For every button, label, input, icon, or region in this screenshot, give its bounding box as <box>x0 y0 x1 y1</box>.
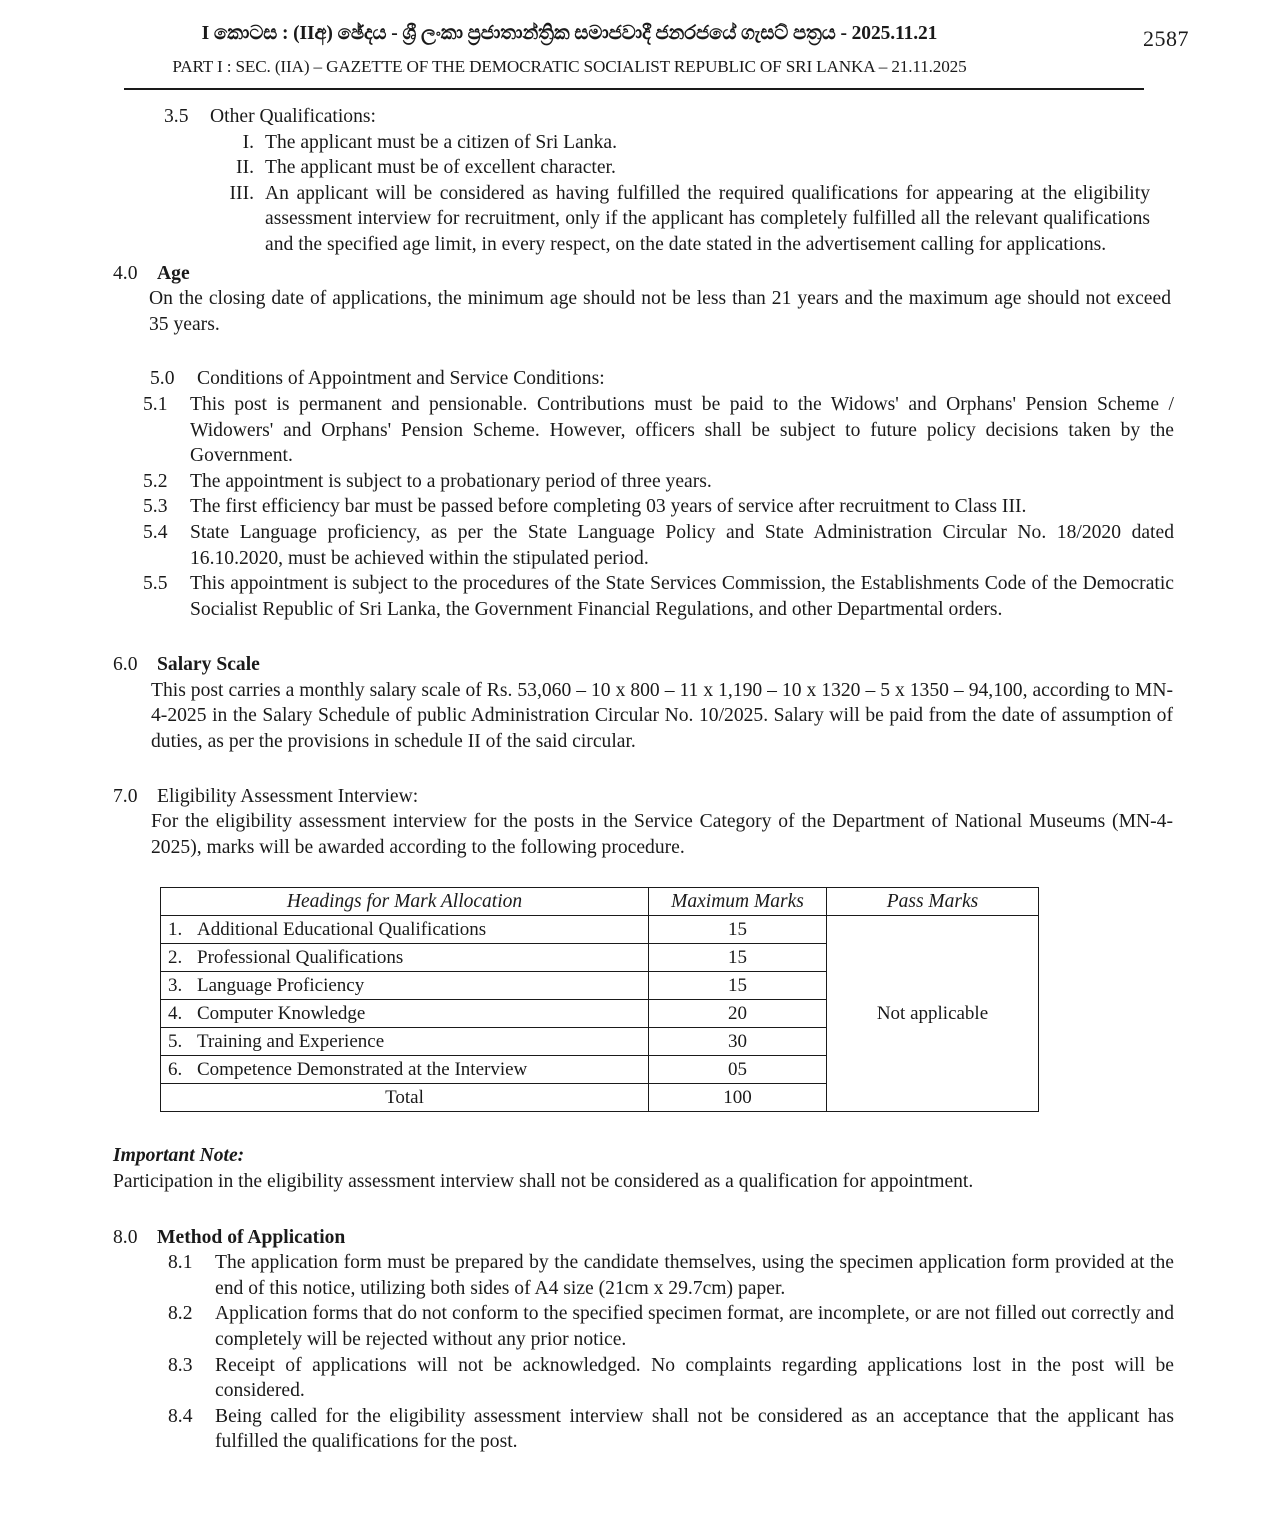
section-5-subitems <box>143 392 1174 622</box>
list-item-text: Being called for the eligibility assessment interview shall not be considered as an acceptance that the applicant has fulfilled the qualifications for the post. <box>215 1405 1174 1453</box>
important-note <box>113 1143 1173 1194</box>
list-item <box>168 1404 1174 1455</box>
total-maximum-marks: 100 <box>649 1084 827 1112</box>
section-8-0-number: 8.0 <box>113 1226 138 1248</box>
list-item-text: An applicant will be considered as having fulfilled the required qualifications for appearing at the eligibility assessment interview for recruitment, only if the applicant has completely fulfilled all the relevant qualifications and the specified age limit, in every respect, on the date stated in the advertisement calling for applications. <box>265 182 1150 255</box>
section-8-subitems <box>168 1250 1174 1455</box>
section-8-0 <box>113 1225 1174 1251</box>
row-index: 1. <box>168 919 183 941</box>
list-item-number: 8.4 <box>168 1405 193 1427</box>
row-index: 2. <box>168 947 183 969</box>
list-item-number: 8.1 <box>168 1252 193 1274</box>
section-3-5-title: Other Qualifications: <box>210 106 376 127</box>
row-index: 3. <box>168 975 183 997</box>
pass-marks-cell: Not applicable <box>827 916 1039 1112</box>
section-5-0-heading <box>150 366 1174 392</box>
row-index: 6. <box>168 1059 183 1081</box>
section-4-0-heading <box>113 261 1173 287</box>
header-divider <box>124 88 1144 90</box>
list-item-number: 5.4 <box>143 521 168 543</box>
section-4-0-body: On the closing date of applications, the minimum age should not be less than 21 years and the maximum age should not exceed 35 years. <box>149 288 1171 335</box>
header-sinhala-title: I කොටස : (IIඅ) ඡේදය - ශ්‍රී ලංකා ප්‍රජාතාන්ත්‍රික සමාජවාදී ජනරජයේ ගැසට් පත්‍රය - 2025.11.21 <box>201 23 938 44</box>
list-item-text: The applicant must be of excellent character. <box>265 157 616 179</box>
row-heading-cell <box>161 1000 649 1028</box>
column-header-headings: Headings for Mark Allocation <box>161 888 649 916</box>
section-5-0-title: Conditions of Appointment and Service Conditions: <box>197 368 605 390</box>
row-maximum-marks: 15 <box>649 944 827 972</box>
row-maximum-marks: 15 <box>649 916 827 944</box>
row-maximum-marks: 05 <box>649 1056 827 1084</box>
document-body <box>0 104 1269 1455</box>
list-item-text: State Language proficiency, as per the State Language Policy and State Administration Circular No. 18/2020 dated 16.10.2020, must be achieved within the stipulated period. <box>190 521 1174 569</box>
list-item-text: The appointment is subject to a probationary period of three years. <box>190 470 712 492</box>
row-label: Competence Demonstrated at the Interview <box>197 1059 528 1081</box>
list-item-text: This appointment is subject to the procedures of the State Services Commission, the Establishments Code of the Democratic Socialist Republic of Sri Lanka, the Government Financial Regulations, and other Departmental orders. <box>190 573 1174 620</box>
row-heading-cell <box>161 1056 649 1084</box>
section-3-5-number: 3.5 <box>164 106 189 127</box>
section-5-0-number: 5.0 <box>150 368 175 390</box>
section-6-0-heading <box>113 652 1174 678</box>
list-item-number: 5.1 <box>143 393 168 415</box>
list-item-text: Receipt of applications will not be acknowledged. No complaints regarding applications lost in the post will be considered. <box>215 1354 1174 1402</box>
row-label: Additional Educational Qualifications <box>197 919 487 941</box>
list-item <box>210 181 1150 258</box>
section-7-0-heading <box>113 784 1174 810</box>
marks-allocation-table <box>160 887 1039 1112</box>
column-header-maximum-marks: Maximum Marks <box>649 888 827 916</box>
header-english-title: PART I : SEC. (IIA) – GAZETTE OF THE DEMOCRATIC SOCIALIST REPUBLIC OF SRI LANKA – 21.11.2025 <box>172 57 967 76</box>
list-item-marker: III. <box>229 182 254 204</box>
section-6-0-number: 6.0 <box>113 654 138 676</box>
row-index: 5. <box>168 1031 183 1053</box>
row-index: 4. <box>168 1003 183 1025</box>
row-label: Computer Knowledge <box>197 1003 366 1025</box>
list-item-number: 8.3 <box>168 1354 193 1376</box>
list-item <box>143 469 1174 495</box>
section-7-0 <box>113 784 1174 861</box>
header-sinhala-row <box>0 22 1269 56</box>
list-item <box>168 1301 1174 1352</box>
section-5-0 <box>150 366 1174 392</box>
section-6-0-body: This post carries a monthly salary scale of Rs. 53,060 – 10 x 800 – 11 x 1,190 – 10 x 1320 – 5 x 1350 – 94,100, according to MN-4-2025 in the Salary Schedule of public Administration Circular No. 10/2025. Salary will be paid from the date of assumption of duties, as per the provisions in schedule II of the said circular. <box>151 679 1173 753</box>
list-item-text: Application forms that do not conform to the specified specimen format, are incomplete, or are not filled out correctly and completely will be rejected without any prior notice. <box>215 1303 1174 1350</box>
row-maximum-marks: 20 <box>649 1000 827 1028</box>
list-item-marker: I. <box>242 131 254 153</box>
section-3-5 <box>164 104 1174 258</box>
page-number: 2587 <box>1143 26 1189 51</box>
important-note-body: Participation in the eligibility assessment interview shall not be considered as a qualification for appointment. <box>113 1171 974 1193</box>
list-item <box>210 130 1150 156</box>
list-item-number: 5.5 <box>143 573 168 595</box>
total-label: Total <box>161 1084 649 1112</box>
column-header-pass-marks: Pass Marks <box>827 888 1039 916</box>
list-item-number: 5.3 <box>143 496 168 518</box>
section-6-0-title: Salary Scale <box>157 654 260 676</box>
row-heading-cell <box>161 972 649 1000</box>
list-item <box>168 1250 1174 1301</box>
section-8-0-title: Method of Application <box>157 1226 346 1248</box>
section-4-0-title: Age <box>157 262 190 284</box>
list-item <box>168 1353 1174 1404</box>
marks-allocation-table-wrapper <box>160 887 1038 1112</box>
section-7-0-title: Eligibility Assessment Interview: <box>157 785 419 807</box>
list-item-text: The application form must be prepared by the candidate themselves, using the specimen application form provided at the end of this notice, utilizing both sides of A4 size (21cm x 29.7cm) paper. <box>215 1252 1174 1299</box>
row-heading-cell <box>161 1028 649 1056</box>
list-item-number: 8.2 <box>168 1303 193 1325</box>
list-item-text: The applicant must be a citizen of Sri Lanka. <box>265 131 618 153</box>
section-8-0-heading <box>113 1225 1174 1251</box>
section-4-0-number: 4.0 <box>113 262 138 284</box>
section-7-0-body: For the eligibility assessment interview for the posts in the Service Category of the Department of National Museums (MN-4-2025), marks will be awarded according to the following procedure. <box>151 811 1173 858</box>
table-row <box>161 916 1039 944</box>
page-header <box>0 22 1269 77</box>
table-header-row <box>161 888 1039 916</box>
section-4-0 <box>113 261 1173 338</box>
list-item-number: 5.2 <box>143 470 168 492</box>
row-label: Professional Qualifications <box>197 947 404 969</box>
list-item <box>143 520 1174 571</box>
section-7-0-number: 7.0 <box>113 785 138 807</box>
list-item <box>143 392 1174 469</box>
list-item <box>143 571 1174 622</box>
important-note-title: Important Note: <box>113 1145 245 1167</box>
row-heading-cell <box>161 944 649 972</box>
list-item <box>210 155 1150 181</box>
list-item-text: This post is permanent and pensionable. Contributions must be paid to the Widows' and Orphans' Pension Scheme / Widowers' and Orphans' Pension Scheme. However, officers shall be subject to future policy decisions taken by the Government. <box>190 393 1174 467</box>
list-item-text: The first efficiency bar must be passed before completing 03 years of service after recruitment to Class III. <box>190 496 1027 518</box>
row-maximum-marks: 30 <box>649 1028 827 1056</box>
row-label: Training and Experience <box>197 1031 385 1053</box>
list-item-marker: II. <box>236 157 254 179</box>
section-3-5-list <box>210 130 1150 258</box>
list-item <box>143 494 1174 520</box>
row-maximum-marks: 15 <box>649 972 827 1000</box>
section-6-0 <box>113 652 1174 754</box>
row-heading-cell <box>161 916 649 944</box>
row-label: Language Proficiency <box>197 975 365 997</box>
section-3-5-heading <box>164 104 1174 130</box>
